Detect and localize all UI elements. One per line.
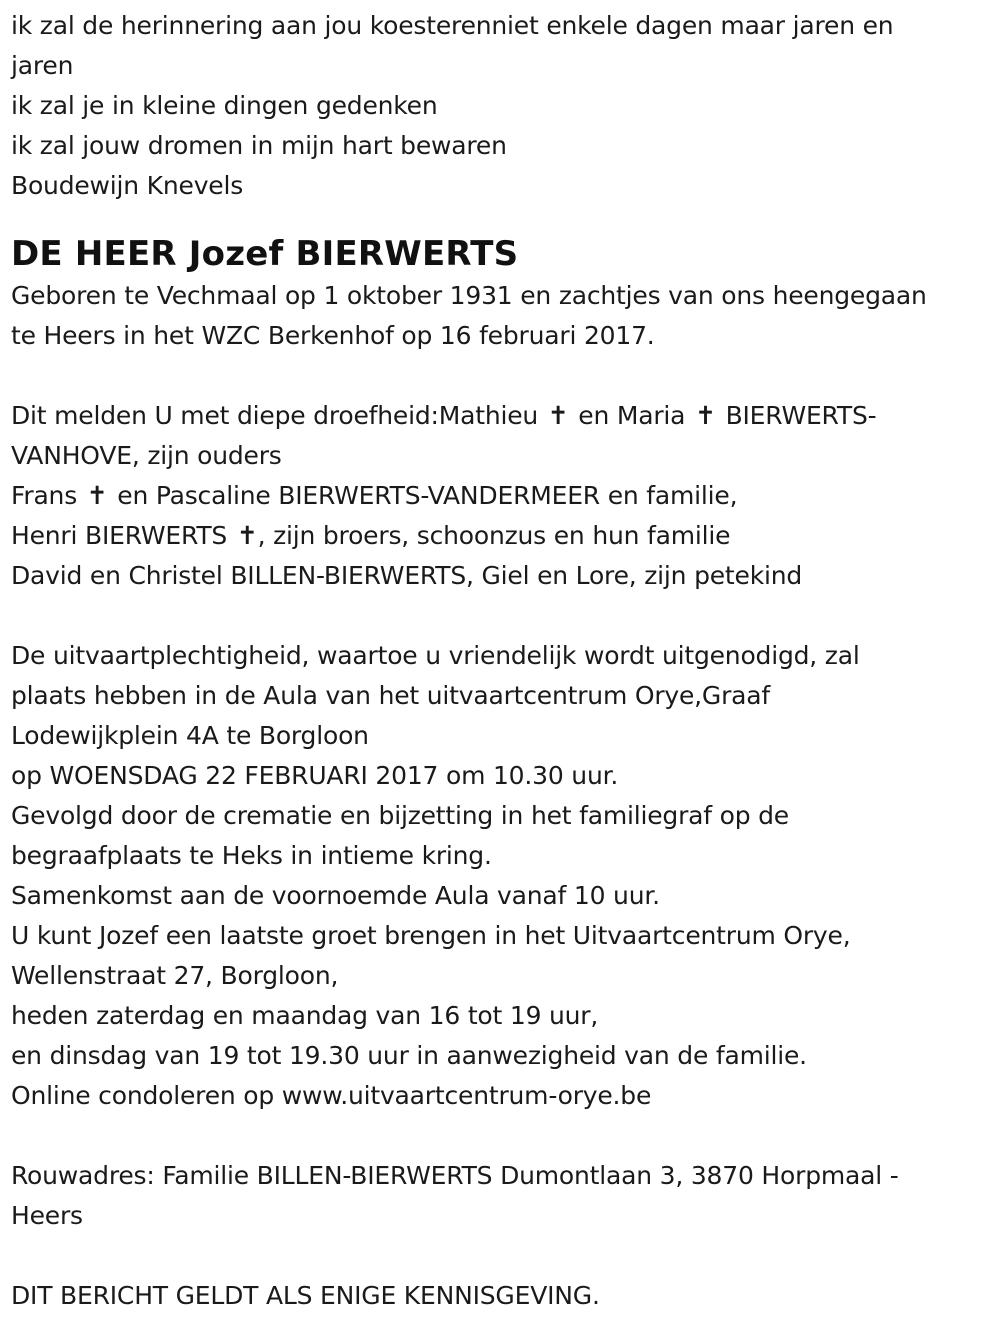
family-text: en Maria [578,401,686,430]
ceremony-line: Gevolgd door de crematie en bijzetting in het familiegraf op de [11,801,789,830]
ceremony-line: Wellenstraat 27, Borgloon, [11,961,339,990]
birth-line: Geboren te Vechmaal op 1 oktober 1931 en zachtjes van ons heengegaan [11,281,927,310]
spacer [11,356,986,396]
ceremony-info [11,636,986,1116]
family-text: en Pascaline BIERWERTS-VANDERMEER en familie, [117,481,738,510]
family-line-brother-2 [11,516,986,556]
family-text: , zijn broers, schoonzus en hun familie [257,521,731,550]
poem-line: ik zal jouw dromen in mijn hart bewaren [11,131,507,160]
ceremony-line: begraafplaats te Heks in intieme kring. [11,841,492,870]
family-text: Dit melden U met diepe droefheid:Mathieu [11,401,539,430]
poem [11,6,986,206]
ceremony-line: heden zaterdag en maandag van 16 tot 19 uur, [11,1001,599,1030]
cross-icon: ✝ [86,481,108,510]
family-line-parents [11,396,986,436]
family-text: Henri BIERWERTS [11,521,228,550]
death-line: te Heers in het WZC Berkenhof op 16 februari 2017. [11,321,655,350]
family-line-parents-cont: VANHOVE, zijn ouders [11,441,282,470]
death-notice [11,6,986,1316]
cross-icon: ✝ [236,521,258,550]
notice-line: DIT BERICHT GELDT ALS ENIGE KENNISGEVING. [11,1281,600,1310]
address-line: Heers [11,1201,83,1230]
ceremony-line: plaats hebben in de Aula van het uitvaartcentrum Orye,Graaf [11,681,771,710]
poem-line: jaren [11,51,74,80]
poem-line: ik zal je in kleine dingen gedenken [11,91,438,120]
family-announcement [11,396,986,596]
condolence-line: Online condoleren op www.uitvaartcentrum-orye.be [11,1081,652,1110]
family-line-brother [11,476,986,516]
family-text: BIERWERTS- [725,401,877,430]
cross-icon: ✝ [547,401,569,430]
family-line-godchild: David en Christel BILLEN-BIERWERTS, Giel en Lore, zijn petekind [11,561,803,590]
mourning-address [11,1156,986,1236]
deceased-name-heading: DE HEER Jozef BIERWERTS [11,234,519,274]
ceremony-line: Lodewijkplein 4A te Borgloon [11,721,369,750]
poem-line: ik zal de herinnering aan jou koesterenniet enkele dagen maar jaren en [11,11,894,40]
spacer [11,1116,986,1156]
family-text: Frans [11,481,78,510]
birth-death-info [11,276,986,356]
ceremony-line: De uitvaartplechtigheid, waartoe u vriendelijk wordt uitgenodigd, zal [11,641,860,670]
ceremony-line: en dinsdag van 19 tot 19.30 uur in aanwezigheid van de familie. [11,1041,807,1070]
ceremony-line: Samenkomst aan de voornoemde Aula vanaf 10 uur. [11,881,660,910]
address-line: Rouwadres: Familie BILLEN-BIERWERTS Dumontlaan 3, 3870 Horpmaal - [11,1161,899,1190]
ceremony-line: U kunt Jozef een laatste groet brengen in het Uitvaartcentrum Orye, [11,921,851,950]
ceremony-line: op WOENSDAG 22 FEBRUARI 2017 om 10.30 uur. [11,761,619,790]
spacer [11,1236,986,1276]
poem-author: Boudewijn Knevels [11,171,244,200]
spacer [11,596,986,636]
cross-icon: ✝ [695,401,716,430]
